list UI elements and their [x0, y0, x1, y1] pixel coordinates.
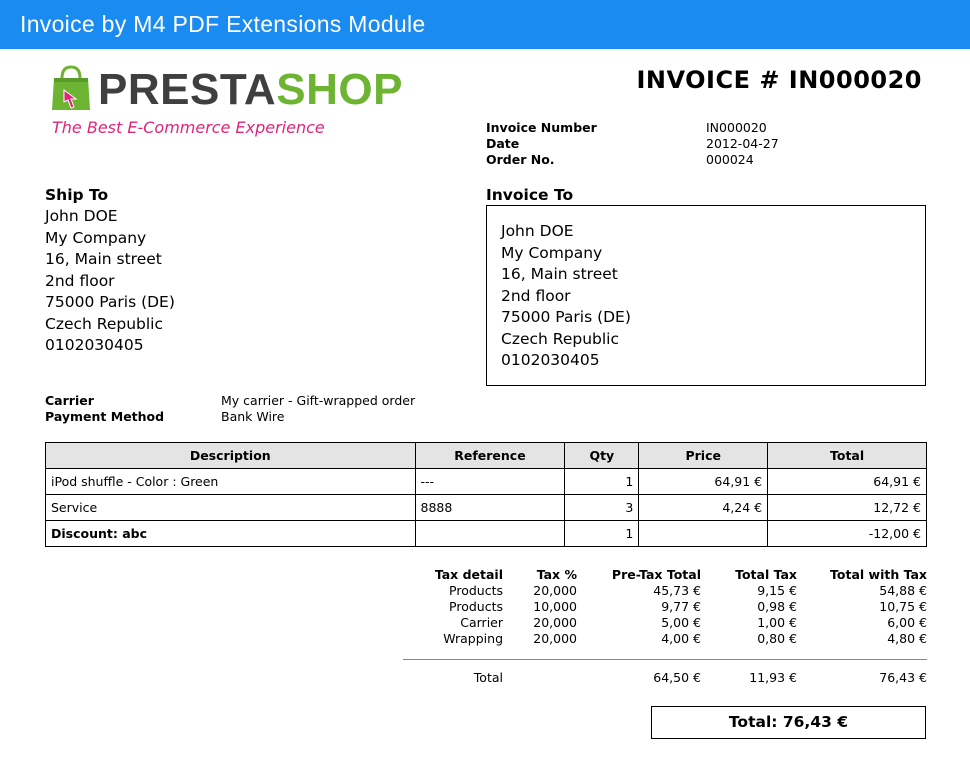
item-description: Discount: abc [46, 521, 416, 547]
meta-row [486, 136, 779, 152]
item-reference: 8888 [415, 495, 565, 521]
tax-row [403, 583, 927, 599]
address-line: 2nd floor [501, 286, 571, 305]
column-header: Description [46, 443, 416, 469]
item-price: 64,91 € [639, 469, 768, 495]
logo-tagline: The Best E-Commerce Experience [52, 118, 325, 137]
tax-header: Pre-Tax Total [611, 567, 701, 582]
tax-header: Tax detail [434, 567, 503, 582]
address-line: 0102030405 [501, 351, 600, 369]
address-line: 2nd floor [45, 271, 115, 290]
meta-row [486, 152, 779, 168]
tax-cell: 9,77 € [661, 599, 701, 614]
ship-to-address [45, 206, 175, 357]
shipping-label: Payment Method [45, 409, 165, 424]
address-line: 0102030405 [45, 336, 144, 354]
tax-total-label: Total [473, 670, 503, 685]
item-qty: 1 [565, 521, 639, 547]
tax-cell: 45,73 € [653, 583, 701, 598]
tax-row [403, 615, 927, 631]
tax-header: Total Tax [735, 567, 797, 582]
item-reference [415, 521, 565, 547]
tax-cell: 0,80 € [757, 631, 797, 646]
shipping-row [45, 393, 415, 409]
column-header: Total [768, 443, 927, 469]
address-line: 16, Main street [45, 250, 162, 268]
invoice-to-heading: Invoice To [486, 186, 574, 204]
tax-cell: 9,15 € [757, 583, 797, 598]
meta-label: Invoice Number [486, 120, 597, 135]
shipping-label: Carrier [45, 393, 94, 408]
column-header: Price [639, 443, 768, 469]
address-line: 75000 Paris (DE) [501, 308, 631, 326]
invoice-heading: INVOICE # IN000020 [636, 66, 922, 94]
address-line: 75000 Paris (DE) [45, 293, 175, 311]
meta-label: Order No. [486, 152, 555, 167]
address-line: 16, Main street [501, 265, 618, 283]
address-line: Czech Republic [501, 329, 620, 348]
address-line: Czech Republic [45, 314, 164, 333]
tax-row [403, 631, 927, 647]
item-description: iPod shuffle - Color : Green [46, 469, 416, 495]
table-row [46, 495, 927, 521]
tax-header: Total with Tax [830, 567, 927, 582]
tax-cell: 5,00 € [661, 615, 701, 630]
tax-cell: 4,00 € [661, 631, 701, 646]
meta-row [486, 120, 779, 136]
item-price: 4,24 € [639, 495, 768, 521]
items-table [45, 442, 927, 547]
tax-cell: 0,98 € [757, 599, 797, 614]
tax-cell: 4,80 € [887, 631, 927, 646]
tax-total-pretax: 64,50 € [653, 670, 701, 685]
tax-cell: 10,000 [533, 599, 577, 614]
tax-header-row [403, 567, 927, 583]
item-price [639, 521, 768, 547]
item-qty: 3 [565, 495, 639, 521]
address-line: John DOE [501, 222, 574, 240]
shipping-value: Bank Wire [221, 409, 285, 424]
tax-cell: 20,000 [533, 631, 577, 646]
invoice-to-address [501, 221, 631, 372]
item-qty: 1 [565, 469, 639, 495]
tax-total-row [403, 670, 927, 686]
tax-cell: 6,00 € [887, 615, 927, 630]
tax-total-with-tax: 76,43 € [879, 670, 927, 685]
tax-cell: 54,88 € [879, 583, 927, 598]
item-description: Service [46, 495, 416, 521]
item-total: 64,91 € [768, 469, 927, 495]
tax-cell: 10,75 € [879, 599, 927, 614]
address-line: John DOE [45, 207, 118, 225]
meta-value: 2012-04-27 [706, 136, 779, 151]
tax-row [403, 599, 927, 615]
tax-cell: Carrier [460, 615, 503, 630]
tax-cell: 1,00 € [757, 615, 797, 630]
invoice-to-box [486, 205, 926, 386]
tax-cell: Products [449, 599, 503, 614]
table-row [46, 469, 927, 495]
tax-cell: 20,000 [533, 583, 577, 598]
window-title: Invoice by M4 PDF Extensions Module [20, 11, 426, 37]
tax-divider [403, 659, 927, 660]
tax-total-tax: 11,93 € [749, 670, 797, 685]
tax-cell: Wrapping [443, 631, 503, 646]
prestashop-logo [50, 64, 403, 144]
meta-value: IN000020 [706, 120, 767, 135]
meta-value: 000024 [706, 152, 754, 167]
logo-wordmark: PRESTASHOP [98, 65, 403, 114]
invoice-meta [486, 120, 779, 168]
column-header: Qty [565, 443, 639, 469]
address-line: My Company [45, 228, 147, 247]
table-row [46, 521, 927, 547]
item-reference: --- [415, 469, 565, 495]
tax-header: Tax % [536, 567, 577, 582]
grand-total-box: Total: 76,43 € [651, 706, 926, 739]
tax-summary [403, 567, 927, 686]
tax-total-empty [503, 670, 577, 686]
column-header: Reference [415, 443, 565, 469]
shipping-info [45, 393, 415, 425]
shipping-row [45, 409, 415, 425]
item-total: -12,00 € [768, 521, 927, 547]
tax-cell: Products [449, 583, 503, 598]
meta-label: Date [486, 136, 520, 151]
items-header-row [46, 443, 927, 469]
shipping-value: My carrier - Gift-wrapped order [221, 393, 416, 408]
shopping-bag-icon [50, 64, 92, 114]
ship-to-heading: Ship To [45, 186, 109, 204]
title-bar [0, 0, 970, 49]
address-line: My Company [501, 243, 603, 262]
item-total: 12,72 € [768, 495, 927, 521]
tax-cell: 20,000 [533, 615, 577, 630]
